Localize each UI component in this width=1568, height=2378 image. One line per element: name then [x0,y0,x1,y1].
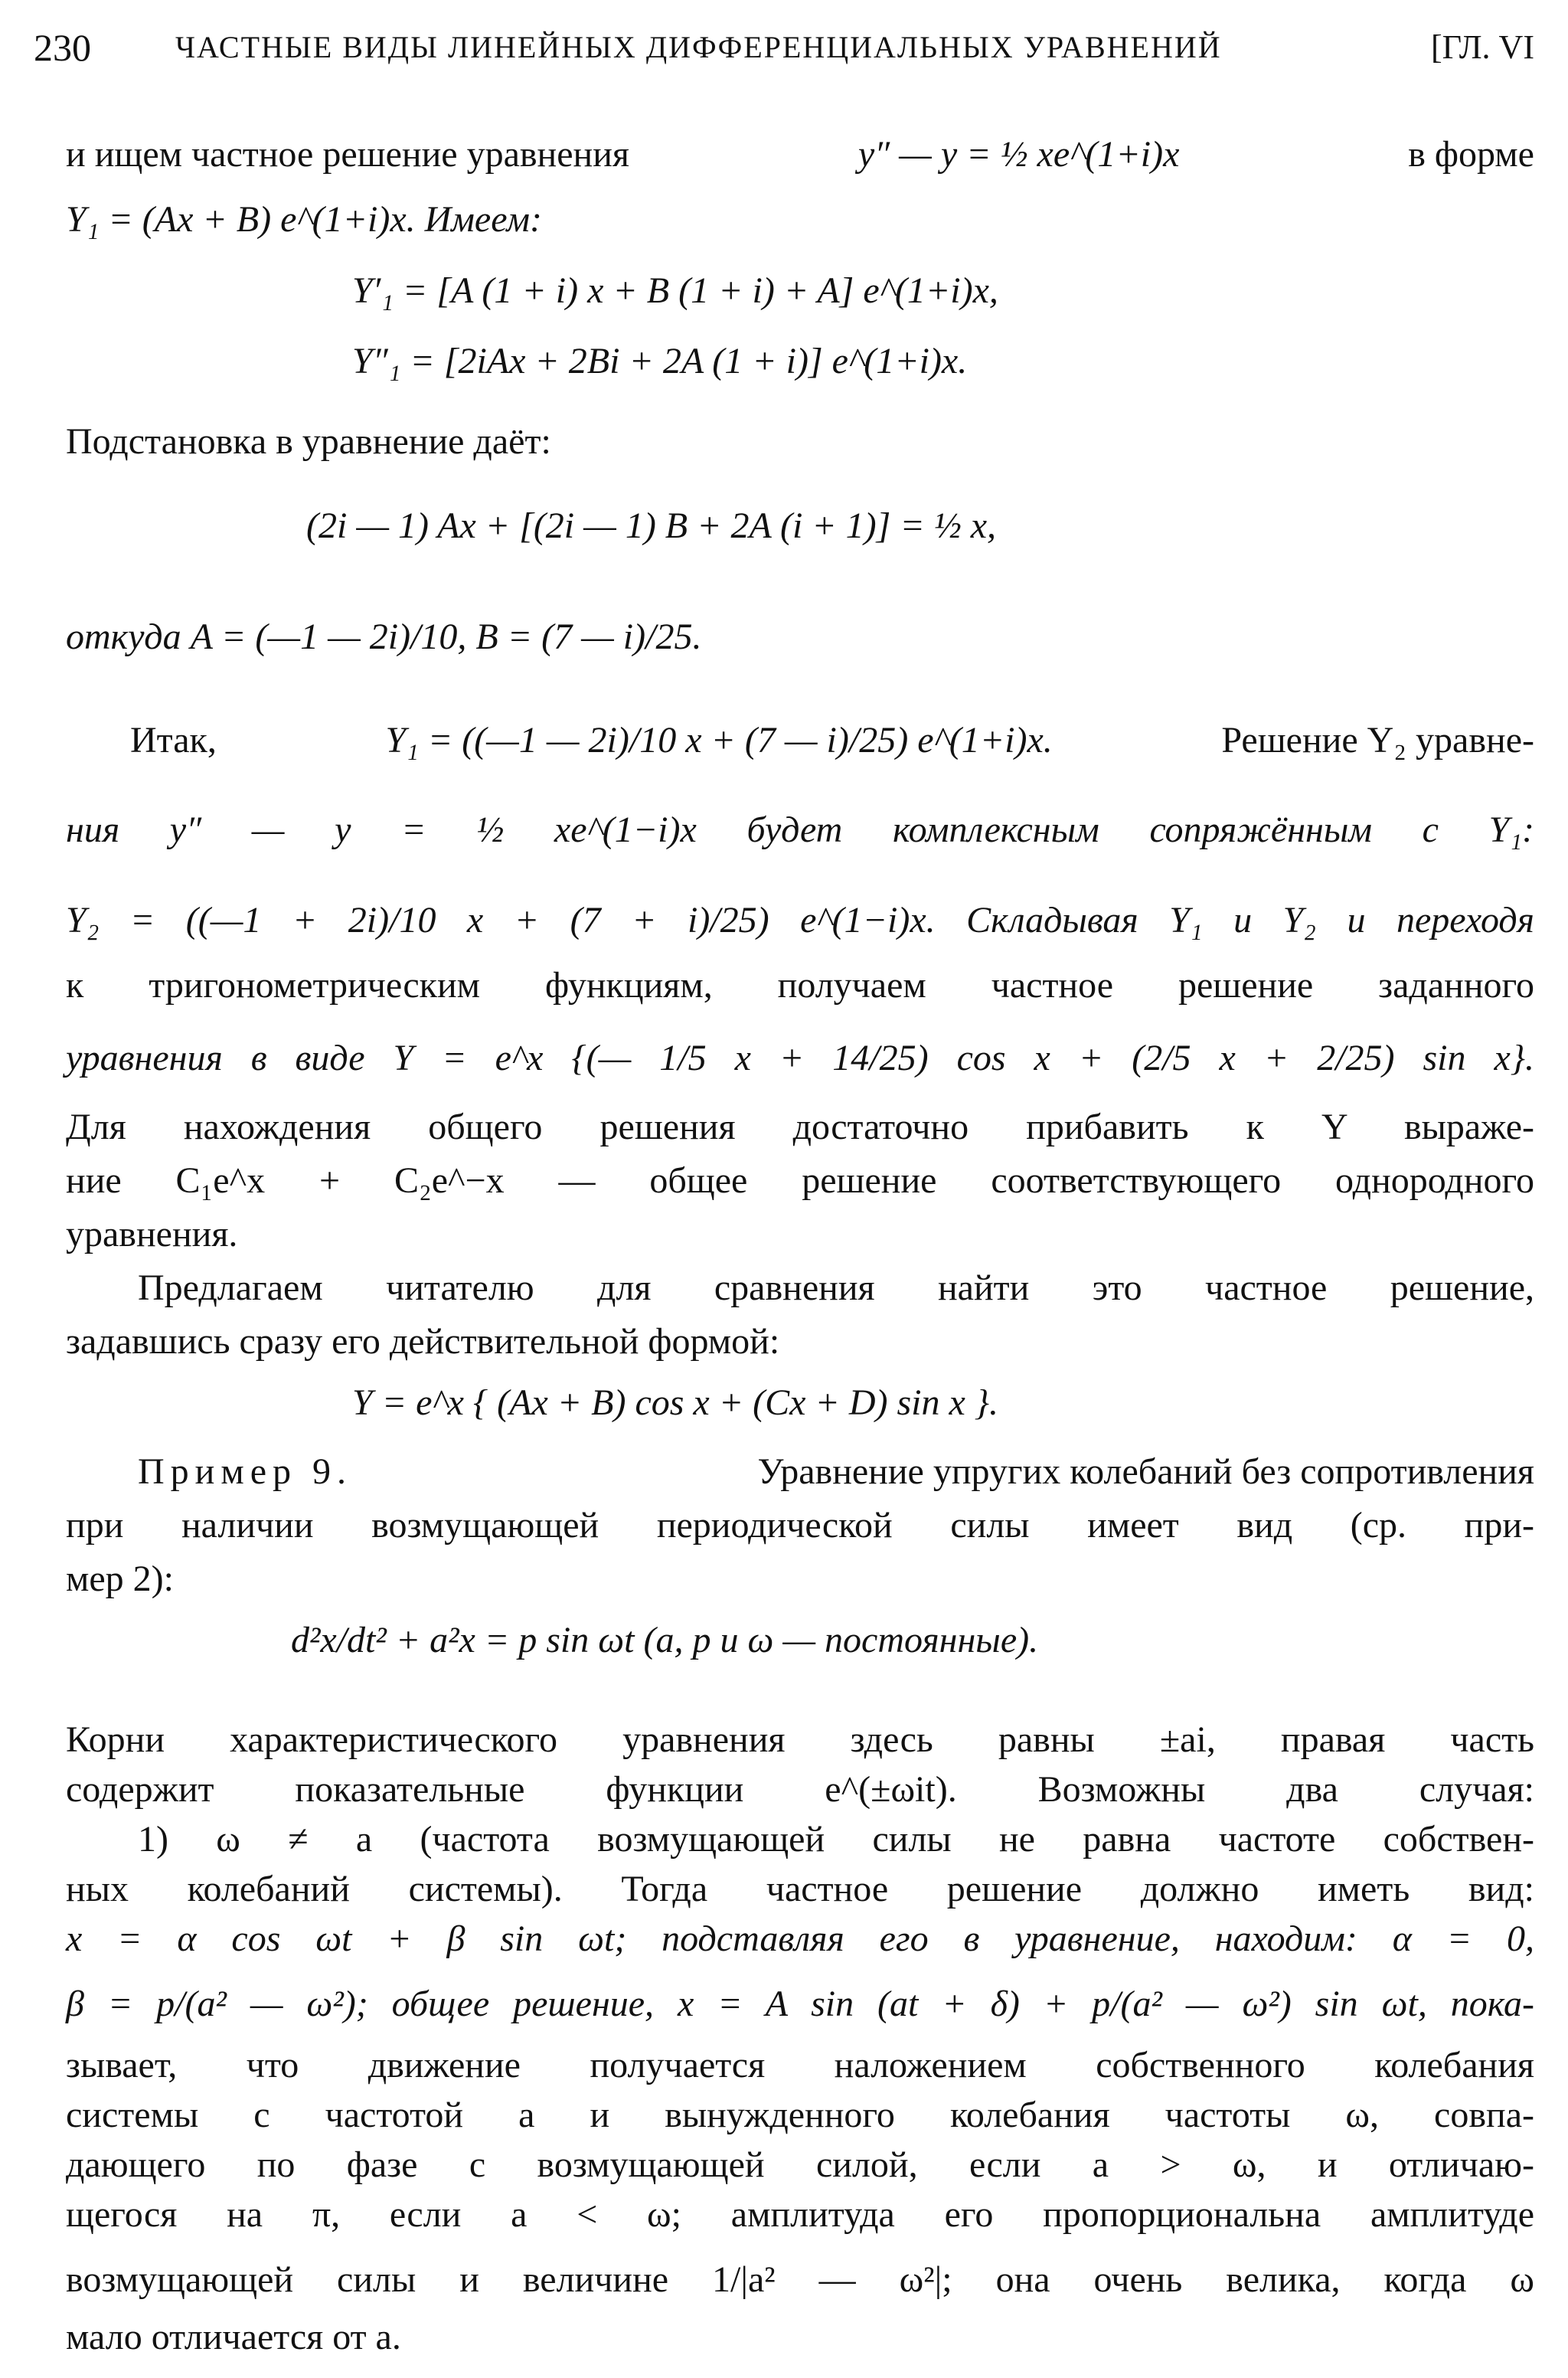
text-line: β = p/(a² — ω²); общее решение, x = A sin (at + δ) + p/(a² — ω²) sin ωt, пока- [66,1984,1535,2024]
text-line: щегося на π, если a < ω; амплитуда его пропорциональна амплитуде [66,2194,1534,2235]
equation: Y′₁ = [A (1 + i) x + B (1 + i) + A] e^(1+i)x, [352,270,998,311]
text-line: Итак, Y₁ = ((—1 — 2i)/10 x + (7 — i)/25) e^(1+i)x. Решение Y₂ уравне- [130,716,1534,765]
example-label: Пример 9. [138,1451,353,1492]
text-line: Пример 9. Уравнение упругих колебаний без сопротивления [138,1447,1534,1496]
text-line: системы с частотой a и вынужденного колебания частоты ω, совпа- [66,2095,1534,2135]
text-line: ния y″ — y = ½ xe^(1−i)x будет комплексным сопряжённым с Y₁: [66,810,1534,850]
text-line: при наличии возмущающей периодической силы имеет вид (ср. при- [66,1505,1534,1546]
text-line: дающего по фазе с возмущающей силой, если a > ω, и отличаю- [66,2144,1534,2185]
equation-inline: Y₁ = ((—1 — 2i)/10 x + (7 — i)/25) e^(1+i)x. [385,720,1053,761]
text-line: x = α cos ωt + β sin ωt; подставляя его в уравнение, находим: α = 0, [66,1918,1534,1959]
page-number: 230 [34,26,91,69]
text-line: Предлагаем читателю для сравнения найти это частное решение, [138,1268,1534,1308]
text-line: к тригонометрическим функциям, получаем частное решение заданного [66,965,1534,1006]
text-line: Для нахождения общего решения достаточно прибавить к Y выраже- [66,1107,1534,1147]
text-line: Y₁ = (Ax + B) e^(1+i)x. Имеем: [66,199,542,240]
text-line: мало отличается от a. [66,2317,401,2357]
text-line: мер 2): [66,1559,174,1599]
text-line: Подстановка в уравнение даёт: [66,421,551,462]
equation: (2i — 1) Ax + [(2i — 1) B + 2A (i + 1)] = ½ x, [306,505,997,546]
text-line: откуда A = (—1 — 2i)/10, B = (7 — i)/25. [66,617,702,657]
text-line: уравнения. [66,1214,238,1254]
page-header [34,23,1534,72]
chapter-label: [ГЛ. VI [1430,28,1534,66]
text-line: задавшись сразу его действительной формой: [66,1321,780,1362]
text-line: содержит показательные функции e^(±ωit). Возможны два случая: [66,1769,1534,1810]
equation: Y = e^x { (Ax + B) cos x + (Cx + D) sin x }. [352,1382,998,1423]
text-line: уравнения в виде Y = e^x {(— 1/5 x + 14/25) cos x + (2/5 x + 2/25) sin x}. [66,1038,1534,1078]
text-line: зывает, что движение получается наложением собственного колебания [66,2045,1534,2085]
text-line: и ищем частное решение уравнения y″ — y = ½ xe^(1+i)x в форме [66,130,1534,179]
equation: Y″₁ = [2iAx + 2Bi + 2A (1 + i)] e^(1+i)x. [352,341,968,381]
text-line: ние C₁e^x + C₂e^−x — общее решение соответствующего однородного [66,1160,1534,1201]
text-line: Корни характеристического уравнения здесь равны ±ai, правая часть [66,1719,1534,1760]
equation-inline: y″ — y = ½ xe^(1+i)x [858,134,1180,175]
text-line: ных колебаний системы). Тогда частное решение должно иметь вид: [66,1869,1534,1909]
text-line: 1) ω ≠ a (частота возмущающей силы не равна частоте собствен- [138,1819,1534,1860]
text-line: возмущающей силы и величине 1/|a² — ω²|; она очень велика, когда ω [66,2259,1534,2300]
equation: d²x/dt² + a²x = p sin ωt (a, p и ω — постоянные). [291,1620,1039,1660]
text-line: Y₂ = ((—1 + 2i)/10 x + (7 + i)/25) e^(1−i)x. Складывая Y₁ и Y₂ и переходя [66,900,1534,940]
running-title: ЧАСТНЫЕ ВИДЫ ЛИНЕЙНЫХ ДИФФЕРЕНЦИАЛЬНЫХ УРАВНЕНИЙ [175,30,1222,64]
